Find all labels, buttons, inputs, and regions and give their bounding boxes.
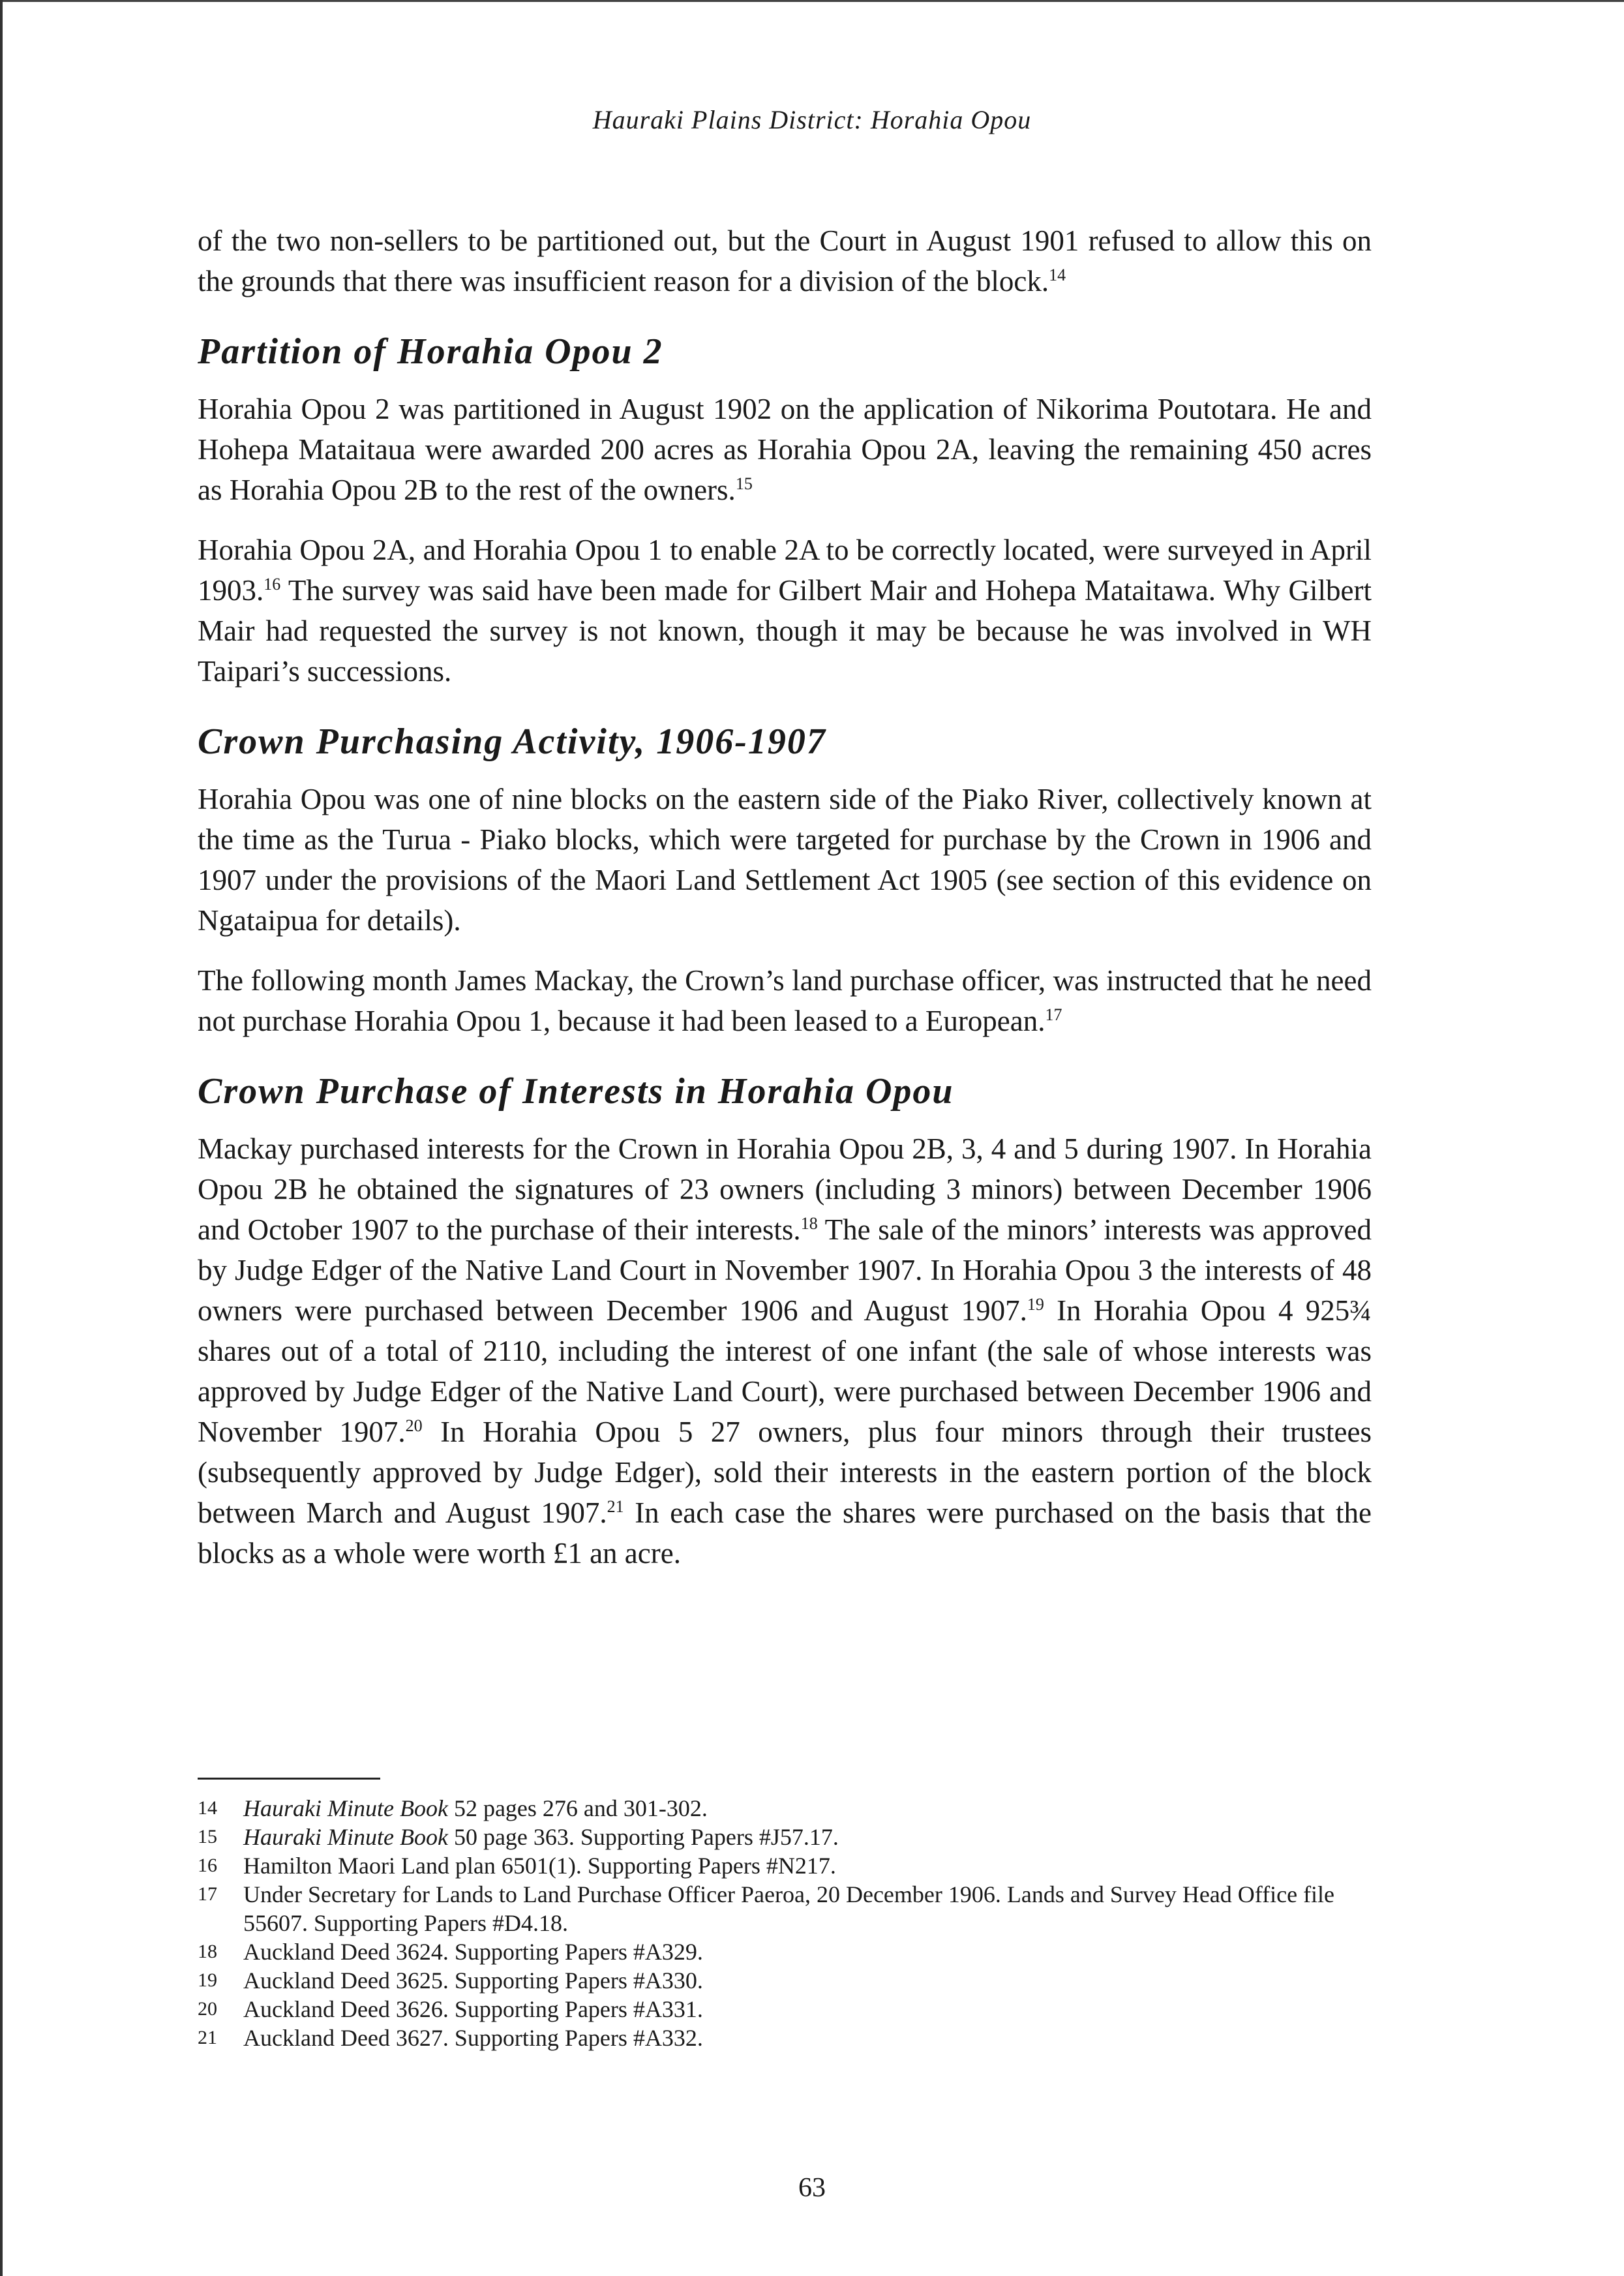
footnote-number: 17 [198,1883,217,1905]
section-heading-partition: Partition of Horahia Opou 2 [198,331,663,372]
paragraph-partition-2-text-b: The survey was said have been made for Gilbert Mair and Hohepa Mataitawa. Why Gilbert Mair had requested the survey is not known, though it may be because he was involved in WH Taipari’s successions. [198,574,1372,688]
paragraph-crown-purchasing-2-text: The following month James Mackay, the Crown’s land purchase officer, was instructed that he need not purchase Horahia Opou 1, because it had been leased to a European. [198,964,1372,1037]
paragraph-partition-2 [198,530,1372,691]
footnote-15 [198,1823,1372,1851]
footnote-source-title: Hauraki Minute Book [243,1824,448,1850]
footnote-ref-17[interactable]: 17 [1045,1005,1062,1024]
footnote-detail: 50 page 363. Supporting Papers #J57.17. [447,1824,839,1850]
footnote-ref-20[interactable]: 20 [405,1416,423,1435]
footnote-detail: 52 pages 276 and 301-302. [447,1795,708,1821]
page-number: 63 [798,2173,826,2203]
footnote-ref-21[interactable]: 21 [607,1497,624,1516]
footnote-14 [198,1794,1372,1823]
paragraph-crown-purchase-interests [198,1129,1372,1573]
footnote-text: Auckland Deed 3625. Supporting Papers #A330. [243,1967,703,1994]
page-left-edge [0,0,3,2276]
page-top-edge [0,0,1624,2]
footnote-text: Auckland Deed 3626. Supporting Papers #A331. [243,1996,703,2022]
footnote-text: Auckland Deed 3624. Supporting Papers #A329. [243,1939,703,1965]
footnote-21 [198,2024,1372,2052]
footnote-17 [198,1880,1372,1937]
paragraph-partition-2-text-a: Horahia Opou 2A, and Horahia Opou 1 to enable 2A to be correctly located, were surveyed in April 1903. [198,534,1372,607]
paragraph-partition-1-text: Horahia Opou 2 was partitioned in August 1902 on the application of Nikorima Poutotara. He and Hohepa Mataitaua were awarded 200 acres as Horahia Opou 2A, leaving the remaining 450 acres as Horahia Opou 2B to the rest of the owners. [198,393,1372,506]
footnote-text: Hamilton Maori Land plan 6501(1). Supporting Papers #N217. [243,1853,836,1879]
footnote-number: 18 [198,1941,217,1962]
footnote-number: 16 [198,1855,217,1876]
footnote-text: Auckland Deed 3627. Supporting Papers #A332. [243,2025,703,2051]
footnote-ref-16[interactable]: 16 [263,575,281,594]
footnote-number: 19 [198,1969,217,1991]
main-content [198,220,1372,1593]
paragraph-interests-text-b: The sale of the minors’ interests was approved by Judge Edger of the Native Land Court in November 1907. In Horahia Opou 3 the interests of 48 owners were purchased between December 1906 and August 1907. [198,1213,1372,1327]
footnotes [198,1794,1372,2052]
running-head: Hauraki Plains District: Horahia Opou [592,105,1032,134]
footnote-ref-15[interactable]: 15 [735,474,753,493]
paragraph-partition-1 [198,389,1372,510]
footnote-text [243,1823,1372,1851]
footnote-number: 15 [198,1826,217,1847]
paragraph-intro-text: of the two non-sellers to be partitioned out, but the Court in August 1901 refused to allow this on the grounds that there was insufficient reason for a division of the block. [198,224,1372,297]
footnote-ref-14[interactable]: 14 [1049,266,1066,284]
footnote-number: 20 [198,1998,217,2020]
section-heading-crown-purchasing: Crown Purchasing Activity, 1906-1907 [198,721,826,762]
paragraph-interests-text-c: In Horahia Opou 4 925¾ shares out of a total of 2110, including the interest of one infant (the sale of whose interests was approved by Judge Edger of the Native Land Court), were purchased between December 1906 and November 1907. [198,1294,1372,1448]
footnote-number: 21 [198,2027,217,2048]
footnote-19 [198,1966,1372,1995]
paragraph-crown-purchasing-2 [198,960,1372,1041]
section-heading-crown-purchase-interests: Crown Purchase of Interests in Horahia Opou [198,1071,954,1112]
paragraph-interests-text-e: In each case the shares were purchased on the basis that the blocks as a whole were worth £1 an acre. [198,1496,1372,1570]
footnote-ref-19[interactable]: 19 [1027,1295,1044,1314]
footnote-ref-18[interactable]: 18 [800,1214,818,1233]
footnote-number: 14 [198,1797,217,1819]
footnote-source-title: Hauraki Minute Book [243,1795,448,1821]
footnote-text: Under Secretary for Lands to Land Purchase Officer Paeroa, 20 December 1906. Lands and Survey Head Office file 55607. Supporting Papers #D4.18. [243,1881,1335,1936]
footnote-16 [198,1851,1372,1880]
paragraph-intro [198,220,1372,301]
paragraph-interests-text-a: Mackay purchased interests for the Crown in Horahia Opou 2B, 3, 4 and 5 during 1907. In Horahia Opou 2B he obtained the signatures of 23 owners (including 3 minors) between December 1906 and October 1907 to the purchase of their interests. [198,1132,1372,1246]
paragraph-crown-purchasing-1: Horahia Opou was one of nine blocks on the eastern side of the Piako River, collectively known at the time as the Turua - Piako blocks, which were targeted for purchase by the Crown in 1906 and 1907 under the provisions of the Maori Land Settlement Act 1905 (see section of this evidence on Ngataipua for details). [198,783,1372,937]
footnote-text [243,1794,1372,1823]
paragraph-interests-text-d: In Horahia Opou 5 27 owners, plus four minors through their trustees (subsequently approved by Judge Edger), sold their interests in the eastern portion of the block between March and August 1907. [198,1416,1372,1529]
footnote-separator [198,1778,380,1780]
footnote-18 [198,1937,1372,1966]
footnote-20 [198,1995,1372,2024]
